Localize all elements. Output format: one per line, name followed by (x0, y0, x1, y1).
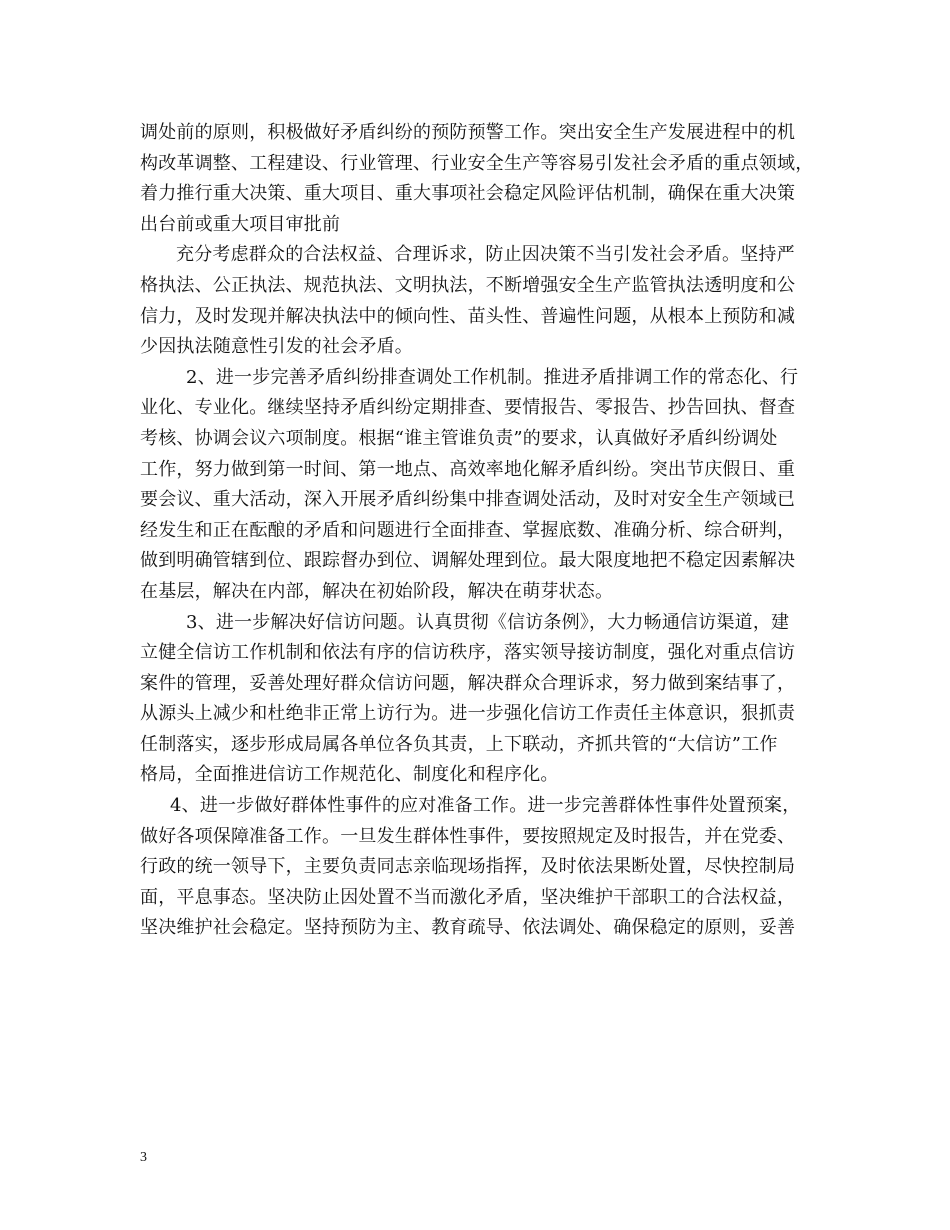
paragraph-line: 着力推行重大决策、重大项目、重大事项社会稳定风险评估机制，确保在重大决策 (140, 183, 796, 205)
paragraph-line: 做到明确管辖到位、跟踪督办到位、调解处理到位。最大限度地把不稳定因素解决 (140, 550, 796, 572)
paragraph-line: 要会议、重大活动，深入开展矛盾纠纷集中排查调处活动，及时对安全生产领域已 (140, 489, 796, 511)
paragraph-line: 工作，努力做到第一时间、第一地点、高效率地化解矛盾纠纷。突出节庆假日、重 (140, 458, 796, 480)
paragraph-line: 行政的统一领导下，主要负责同志亲临现场指挥，及时依法果断处置，尽快控制局 (140, 856, 796, 878)
paragraph-line: 案件的管理，妥善处理好群众信访问题，解决群众合理诉求，努力做到案结事了， (140, 672, 796, 694)
paragraph-line: 调处前的原则，积极做好矛盾纠纷的预防预警工作。突出安全生产发展进程中的机 (140, 122, 796, 143)
paragraph-line: 格执法、公正执法、规范执法、文明执法，不断增强安全生产监管执法透明度和公 (140, 274, 796, 296)
paragraph-line: 任制落实，逐步形成局属各单位各负其责，上下联动，齐抓共管的“大信访”工作 (140, 733, 778, 755)
paragraph-line: 出台前或重大项目审批前 (140, 213, 341, 235)
paragraph-line: 充分考虑群众的合法权益、合理诉求，防止因决策不当引发社会矛盾。坚持严 (176, 244, 795, 266)
paragraph-line: 面，平息事态。坚决防止因处置不当而激化矛盾，坚决维护干部职工的合法权益， (140, 886, 796, 908)
paragraph-line: 在基层，解决在内部，解决在初始阶段，解决在萌芽状态。 (140, 580, 614, 602)
page-number: 3 (140, 1150, 147, 1165)
paragraph-line: 构改革调整、工程建设、行业管理、行业安全生产等容易引发社会矛盾的重点领域， (140, 152, 814, 174)
paragraph-line: 3、进一步解决好信访问题。认真贯彻《信访条例》，大力畅通信访渠道，建 (186, 611, 790, 633)
paragraph-line: 信力，及时发现并解决执法中的倾向性、苗头性、普遍性问题，从根本上预防和减 (140, 305, 796, 327)
paragraph-line: 做好各项保障准备工作。一旦发生群体性事件，要按照规定及时报告，并在党委、 (140, 825, 796, 847)
paragraph-line: 业化、专业化。继续坚持矛盾纠纷定期排查、要情报告、零报告、抄告回执、督查 (140, 397, 796, 419)
paragraph-line: 少因执法随意性引发的社会矛盾。 (140, 336, 413, 358)
paragraph-line: 格局，全面推进信访工作规范化、制度化和程序化。 (140, 764, 559, 786)
document-body (140, 118, 830, 944)
paragraph-line: 经发生和正在酝酿的矛盾和问题进行全面排查、掌握底数、准确分析、综合研判， (140, 519, 796, 541)
paragraph-line: 立健全信访工作机制和依法有序的信访秩序，落实领导接访制度，强化对重点信访 (140, 642, 796, 664)
paragraph-line: 坚决维护社会稳定。坚持预防为主、教育疏导、依法调处、确保稳定的原则，妥善 (140, 917, 796, 939)
paragraph-line: 4、进一步做好群体性事件的应对准备工作。进一步完善群体性事件处置预案， (170, 795, 801, 817)
paragraph-line: 考核、协调会议六项制度。根据“谁主管谁负责”的要求，认真做好矛盾纠纷调处 (140, 427, 778, 449)
paragraph-line: 2、进一步完善矛盾纠纷排查调处工作机制。推进矛盾排调工作的常态化、行 (186, 366, 799, 388)
paragraph-line: 从源头上减少和杜绝非正常上访行为。进一步强化信访工作责任主体意识，狠抓责 (140, 703, 796, 725)
